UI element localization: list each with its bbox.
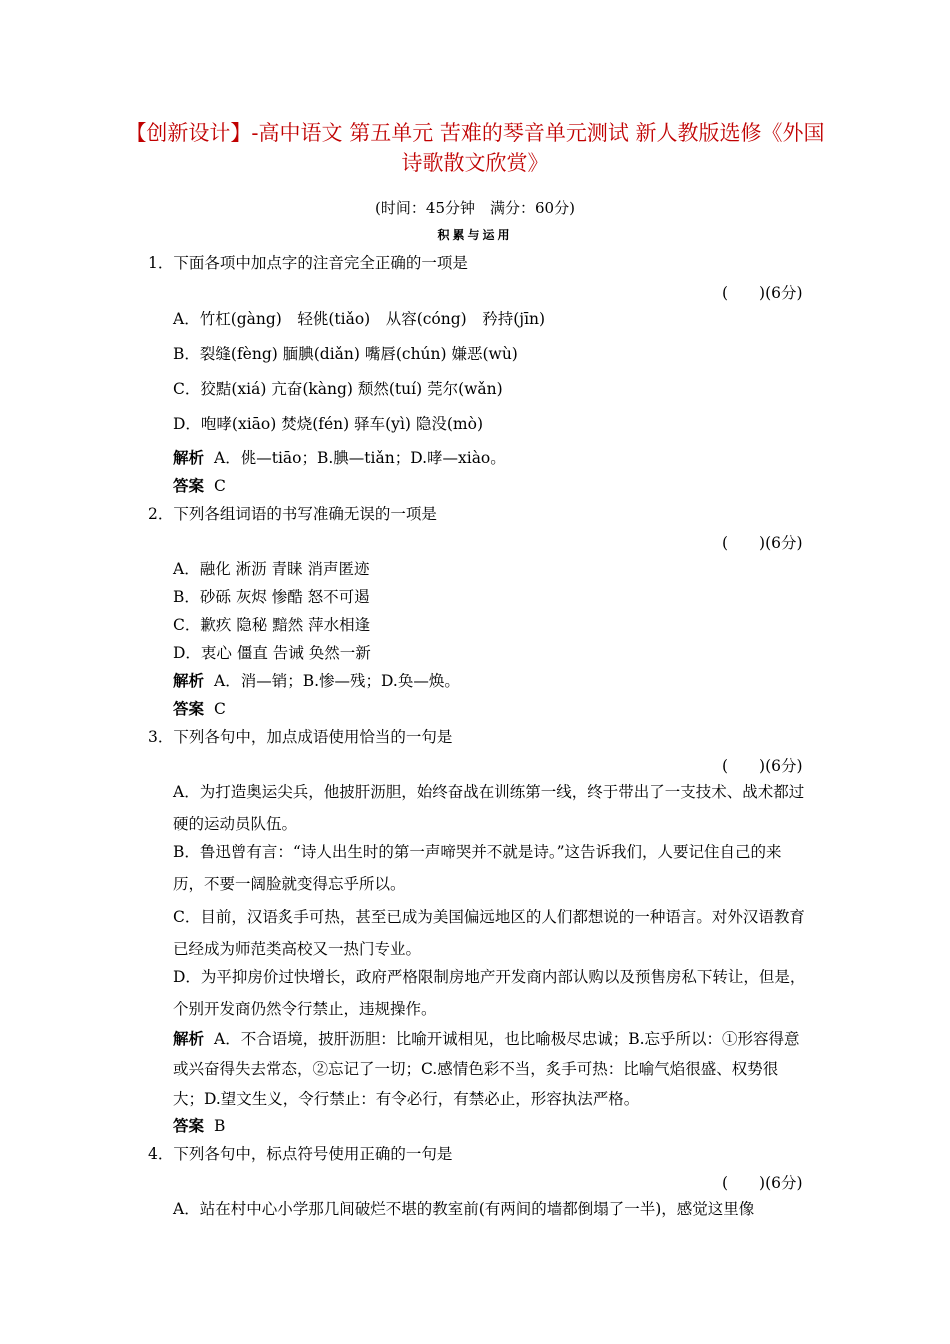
q2-option-a: A．融化 淅沥 青睐 消声匿迹 [173, 560, 370, 578]
answer-label: 答案 [173, 699, 205, 718]
q3-option-c: C．目前，汉语炙手可热，甚至已成为美国偏远地区的人们都想说的一种语言。对外汉语教育已经成为师范类高校又一热门专业。 [173, 908, 805, 958]
q3-answer [173, 1115, 225, 1137]
section-heading: 积累与运用 [437, 228, 513, 242]
document-title: 【创新设计】-高中语文 第五单元 苦难的琴音单元测试 新人教版选修《外国诗歌散文欣赏》 [125, 121, 825, 175]
q3-analysis [173, 1024, 808, 1114]
q1-answer [173, 475, 226, 497]
q2-analysis [173, 670, 460, 692]
q4-stem: 4．下列各句中，标点符号使用正确的一句是 [148, 1145, 453, 1163]
analysis-label: 解析 [173, 1029, 205, 1048]
answer-label: 答案 [173, 476, 205, 495]
q2-answer-text: C [214, 700, 226, 718]
q2-option-d: D．衷心 僵直 告诫 奂然一新 [173, 644, 371, 662]
q2-option-c: C．歉疚 隐秘 黯然 萍水相逢 [173, 616, 371, 634]
q1-score: ( )(6分) [722, 284, 803, 302]
answer-label: 答案 [173, 1116, 205, 1135]
q2-score: ( )(6分) [722, 534, 803, 552]
q3-answer-text: B [214, 1117, 226, 1135]
q2-stem: 2．下列各组词语的书写准确无误的一项是 [148, 505, 437, 523]
analysis-label: 解析 [173, 671, 205, 690]
q3-option-a: A．为打造奥运尖兵，他披肝沥胆，始终奋战在训练第一线，终于带出了一支技术、战术都过硬的运动员队伍。 [173, 783, 805, 833]
q1-option-d: D．咆哮(xiāo) 焚烧(fén) 驿车(yì) 隐没(mò) [173, 415, 483, 433]
q3-option-b: B．鲁迅曾有言：“诗人出生时的第一声啼哭并不就是诗。”这告诉我们，人要记住自己的来历，不要一阔脸就变得忘乎所以。 [173, 843, 782, 893]
q4-option-a: A．站在村中心小学那几间破烂不堪的教室前(有两间的墙都倒塌了一半)，感觉这里像 [173, 1200, 755, 1218]
q3-score: ( )(6分) [722, 757, 803, 775]
q2-answer [173, 698, 226, 720]
exam-meta: (时间：45分钟 满分：60分) [375, 199, 575, 217]
q1-option-c: C．狡黠(xiá) 亢奋(kàng) 颓然(tuí) 莞尔(wǎn) [173, 380, 503, 398]
q1-analysis-text: A．佻—tiāo；B.腆—tiǎn；D.哮—xiào。 [214, 449, 506, 467]
q3-stem: 3．下列各句中，加点成语使用恰当的一句是 [148, 728, 453, 746]
q1-stem: 1．下面各项中加点字的注音完全正确的一项是 [148, 254, 468, 272]
q3-analysis-text: A．不合语境，披肝沥胆：比喻开诚相见，也比喻极尽忠诚；B.忘乎所以：①形容得意或兴奋得失去常态，②忘记了一切；C.感情色彩不当，炙手可热：比喻气焰很盛、权势很大；D.望文生义，令行禁止：有令必行，有禁必止，形容执法严格。 [173, 1030, 800, 1108]
q4-score: ( )(6分) [722, 1174, 803, 1192]
q3-option-d: D．为平抑房价过快增长，政府严格限制房地产开发商内部认购以及预售房私下转让，但是，个别开发商仍然令行禁止，违规操作。 [173, 968, 806, 1018]
q1-analysis [173, 447, 506, 469]
q1-answer-text: C [214, 477, 226, 495]
analysis-label: 解析 [173, 448, 205, 467]
q1-option-b: B．裂缝(fèng) 腼腆(diǎn) 嘴唇(chún) 嫌恶(wù) [173, 345, 518, 363]
q2-option-b: B．砂砾 灰烬 惨酷 怒不可遏 [173, 588, 370, 606]
q2-analysis-text: A．消—销；B.惨—残；D.奂—焕。 [214, 672, 460, 690]
q1-option-a: A．竹杠(gàng) 轻佻(tiǎo) 从容(cóng) 矜持(jīn) [173, 310, 546, 328]
